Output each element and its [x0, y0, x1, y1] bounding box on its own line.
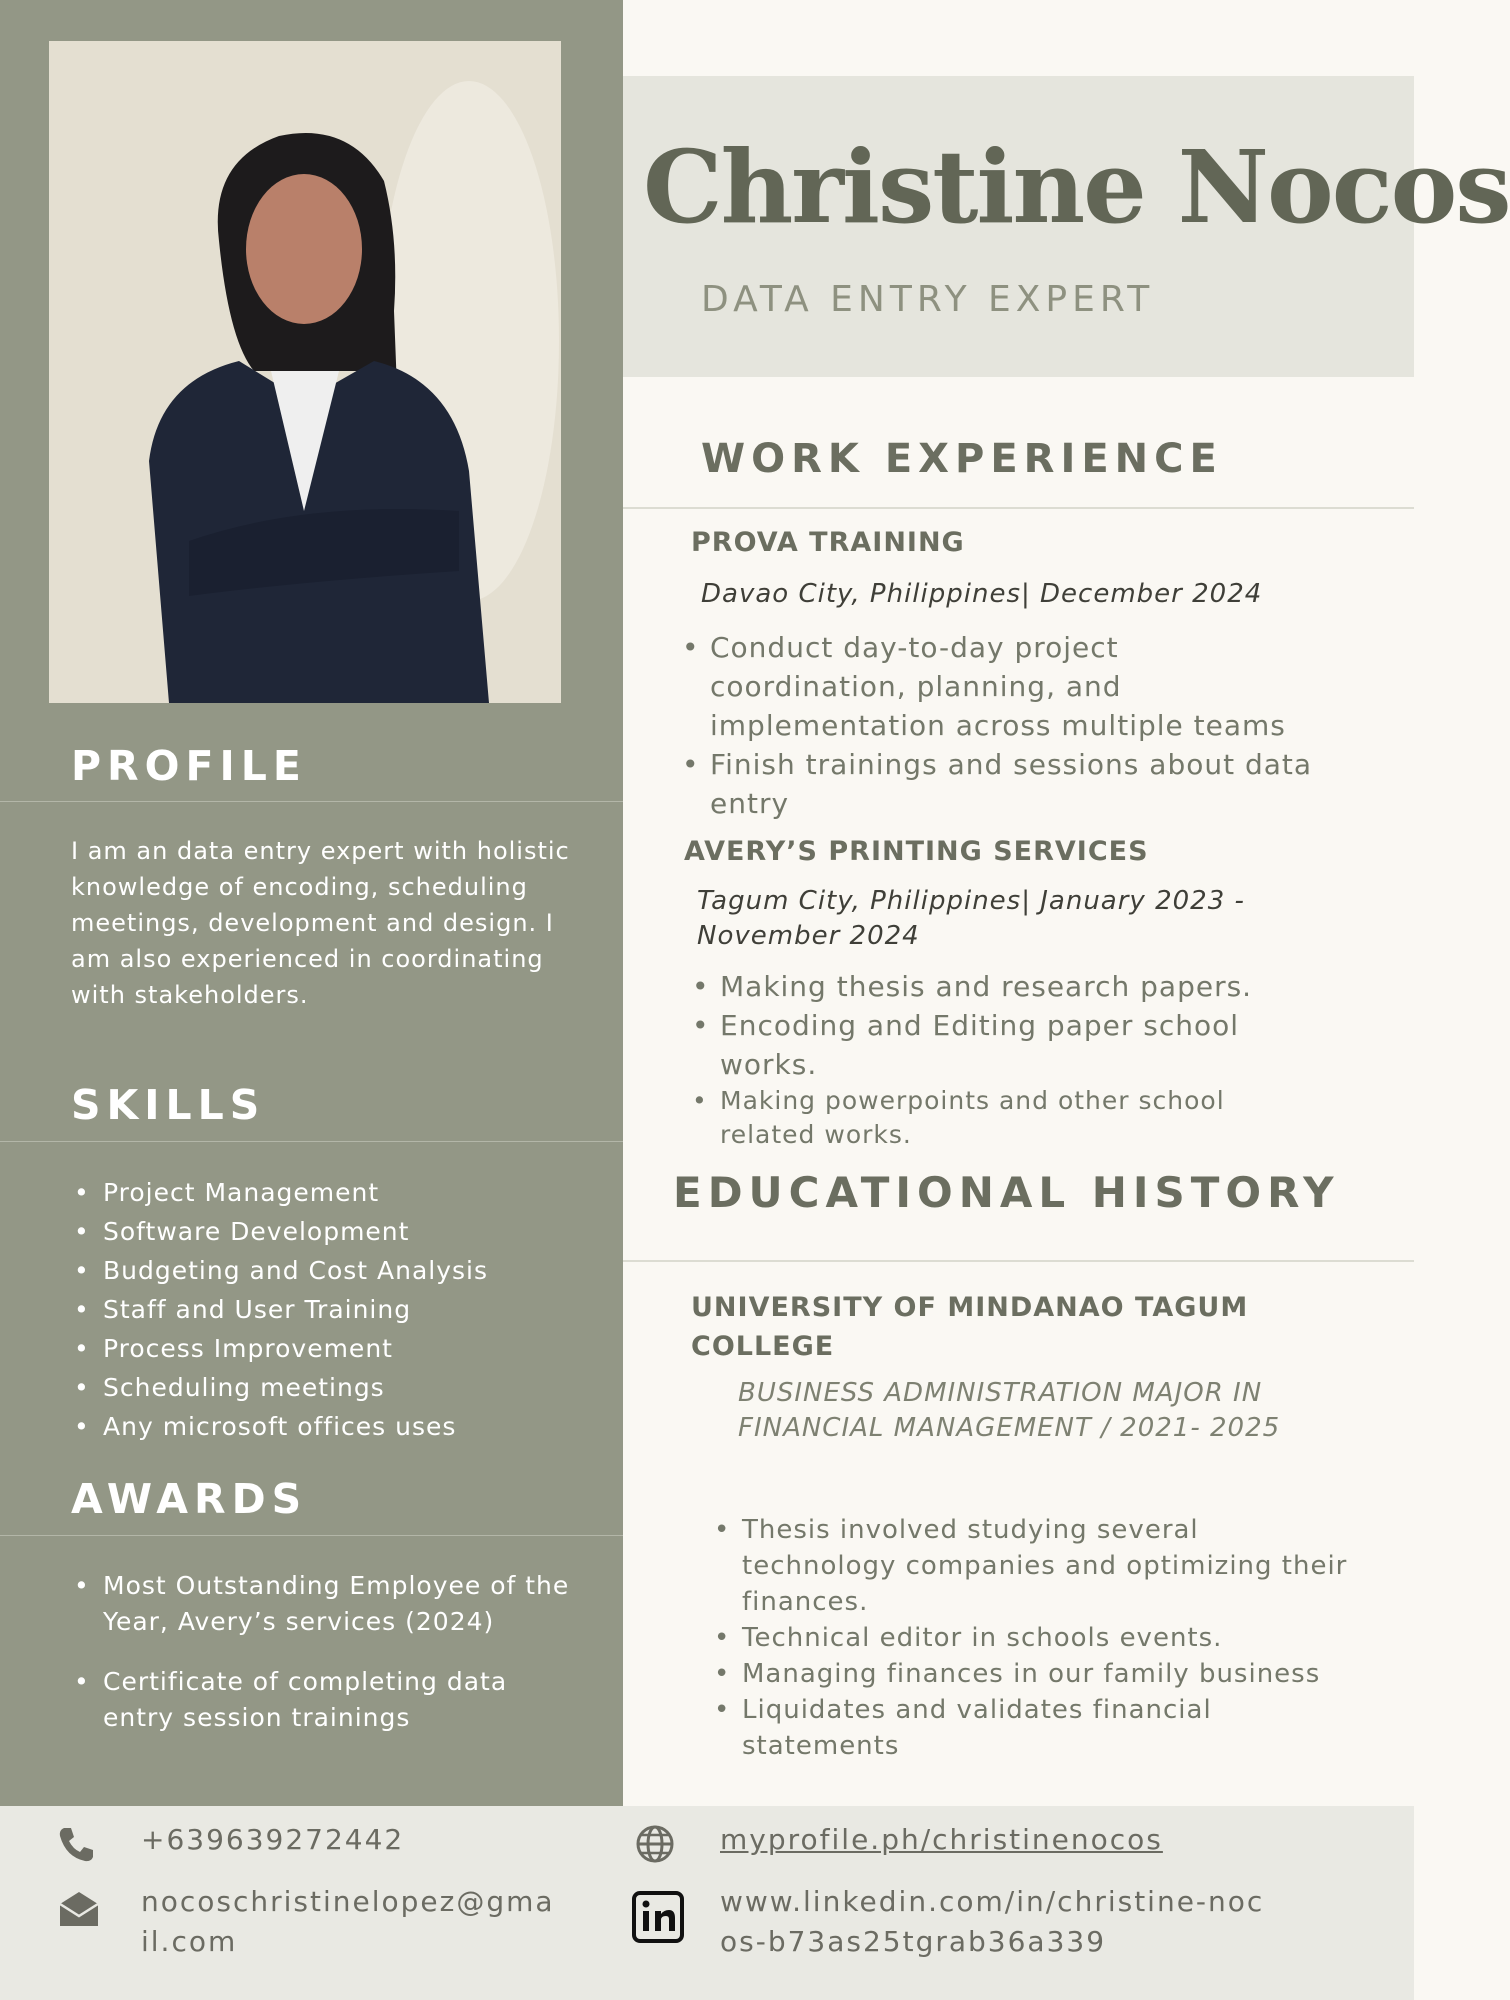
divider: [623, 1260, 1414, 1262]
list-item: • Budgeting and Cost Analysis: [71, 1251, 488, 1290]
divider: [0, 1535, 623, 1536]
job-title: DATA ENTRY EXPERT: [701, 279, 1155, 320]
list-item: • Thesis involved studying several technology companies and optimizing their finances.: [712, 1512, 1352, 1620]
phone-number[interactable]: +639639272442: [141, 1823, 405, 1856]
list-item: • Technical editor in schools events.: [712, 1620, 1352, 1656]
job-bullets: [690, 967, 1300, 1152]
globe-icon: [635, 1824, 675, 1864]
profile-heading: PROFILE: [71, 742, 307, 790]
job-meta: Tagum City, Philippines| January 2023 - November 2024: [697, 886, 1245, 951]
list-item: • Making powerpoints and other school related works.: [690, 1084, 1300, 1152]
portrait-illustration: [49, 41, 561, 703]
list-item: • Scheduling meetings: [71, 1368, 488, 1407]
list-item: • Staff and User Training: [71, 1290, 488, 1329]
program-meta: BUSINESS ADMINISTRATION MAJOR IN FINANCIAL MANAGEMENT / 2021- 2025: [738, 1378, 1281, 1443]
list-item: • Finish trainings and sessions about data entry: [680, 745, 1320, 823]
skills-list: [71, 1173, 488, 1446]
divider: [623, 507, 1414, 509]
profile-photo: [49, 41, 561, 703]
linkedin-icon: [632, 1891, 684, 1943]
list-item: • Conduct day-to-day project coordination, planning, and implementation across multiple teams: [680, 628, 1320, 745]
skills-heading: SKILLS: [71, 1081, 266, 1129]
list-item: • Any microsoft offices uses: [71, 1407, 488, 1446]
company-name: PROVA TRAINING: [691, 527, 965, 558]
contact-footer: [0, 1806, 1414, 2000]
phone-icon: [56, 1824, 96, 1864]
company-name: AVERY’S PRINTING SERVICES: [684, 836, 1149, 867]
list-item: • Managing finances in our family business: [712, 1656, 1352, 1692]
awards-list: [71, 1568, 581, 1760]
list-item: • Making thesis and research papers.: [690, 967, 1300, 1006]
candidate-name: Christine Nocos: [643, 128, 1510, 246]
divider: [0, 1141, 623, 1142]
website-link[interactable]: myprofile.ph/christinenocos: [720, 1823, 1163, 1856]
list-item: • Most Outstanding Employee of the Year, Avery’s services (2024): [71, 1568, 581, 1640]
list-item: • Certificate of completing data entry session trainings: [71, 1664, 581, 1736]
school-name: UNIVERSITY OF MINDANAO TAGUM COLLEGE: [691, 1292, 1249, 1362]
linkedin-link[interactable]: www.linkedin.com/in/christine-nocos-b73as25tgrab36a339: [720, 1885, 1265, 1958]
sidebar: [0, 0, 623, 1806]
list-item: • Software Development: [71, 1212, 488, 1251]
list-item: • Liquidates and validates financial statements: [712, 1692, 1352, 1764]
work-experience-heading: WORK EXPERIENCE: [701, 436, 1223, 482]
education-heading: EDUCATIONAL HISTORY: [673, 1168, 1340, 1217]
email-address[interactable]: nocoschristinelopez@gmail.com: [141, 1885, 555, 1958]
awards-heading: AWARDS: [71, 1475, 308, 1523]
list-item: • Encoding and Editing paper school works.: [690, 1006, 1300, 1084]
profile-text: I am an data entry expert with holistic knowledge of encoding, scheduling meetings, development and design. I am also experienced in coordinating with stakeholders.: [71, 837, 570, 1009]
education-bullets: [712, 1512, 1352, 1764]
envelope-icon: [58, 1890, 100, 1928]
list-item: • Process Improvement: [71, 1329, 488, 1368]
divider: [0, 801, 623, 802]
job-bullets: [680, 628, 1320, 823]
list-item: • Project Management: [71, 1173, 488, 1212]
job-meta: Davao City, Philippines| December 2024: [701, 579, 1263, 609]
